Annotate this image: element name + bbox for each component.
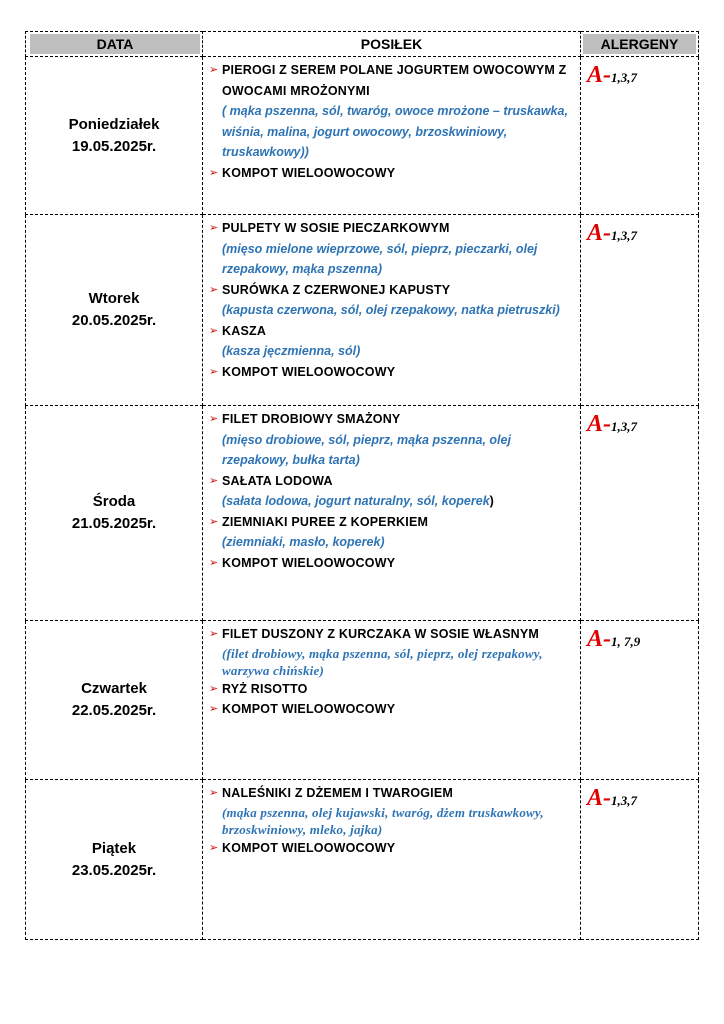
allergen-cell [581,57,699,215]
meal-cell [203,780,581,940]
day-row [26,215,699,406]
day-cell [26,57,203,215]
dish-item: ➢ KASZA [209,321,576,342]
arrow-bullet-icon: ➢ [209,63,219,76]
allergen-mark: A- [587,62,611,88]
day-cell [26,621,203,780]
dish-ingredients: (filet drobiowy, mąka pszenna, sól, pieprz, olej rzepakowy, warzywa chińskie) [222,645,543,678]
day-date: 20.05.2025r. [71,312,157,329]
allergen-codes: 1, 7,9 [611,634,641,649]
dish-item: ➢ KOMPOT WIELOOWOCOWY [209,699,576,720]
header-allergens: ALERGENY [581,32,699,57]
arrow-bullet-icon: ➢ [209,681,219,695]
day-name: Wtorek [88,290,140,307]
day-name: Poniedziałek [68,115,160,133]
allergen-cell [581,621,699,780]
day-cell [26,780,203,940]
dish-ingredients: (kasza jęczmienna, sól) [222,344,361,358]
day-cell [26,215,203,406]
dish-item: ➢ KOMPOT WIELOOWOCOWY [209,163,576,184]
allergen-cell [581,406,699,621]
day-row [26,57,699,215]
allergen-mark: A- [587,626,611,652]
dish-item: ➢ NALEŚNIKI Z DŻEMEM I TWAROGIEM [209,783,576,804]
meal-cell [203,215,581,406]
arrow-bullet-icon: ➢ [209,282,219,296]
allergen-mark: A- [587,220,611,246]
day-name: Piątek [91,839,137,857]
allergen-mark: A- [587,411,611,437]
allergen-cell [581,215,699,406]
dish-item: ➢ ZIEMNIAKI PUREE Z KOPERKIEM [209,512,576,533]
dish-item: ➢ PULPETY W SOSIE PIECZARKOWYM [209,218,576,239]
meal-cell [203,621,581,780]
meal-cell [203,57,581,215]
dish-item: ➢ PIEROGI Z SEREM POLANE JOGURTEM OWOCOWYM Z OWOCAMI MROŻONYMI [209,60,576,101]
dish-item: ➢ KOMPOT WIELOOWOCOWY [209,838,576,859]
allergen-codes: 1,3,7 [611,228,637,243]
arrow-bullet-icon: ➢ [209,702,219,715]
day-row [26,780,699,940]
arrow-bullet-icon: ➢ [209,165,219,179]
day-date: 19.05.2025r. [71,137,157,155]
meal-cell [203,406,581,621]
arrow-bullet-icon: ➢ [209,514,219,528]
dish-ingredients: (sałata lodowa, jogurt naturalny, sól, koperek) [222,494,494,508]
allergen-codes: 1,3,7 [611,70,637,85]
dish-ingredients: (ziemniaki, masło, koperek) [222,535,385,549]
dish-ingredients: ( mąka pszenna, sól, twaróg, owoce mrożone – truskawka, wiśnia, malina, jogurt owocowy, brzoskwiniowy, truskawkowy)) [222,104,568,159]
allergen-codes: 1,3,7 [611,793,637,808]
arrow-bullet-icon: ➢ [209,412,219,425]
dish-ingredients: (kapusta czerwona, sól, olej rzepakowy, natka pietruszki) [222,303,560,317]
day-row [26,406,699,621]
arrow-bullet-icon: ➢ [209,323,219,337]
arrow-bullet-icon: ➢ [209,221,219,234]
dish-item: ➢ SURÓWKA Z CZERWONEJ KAPUSTY [209,280,576,301]
dish-ingredients: (mięso drobiowe, sól, pieprz, mąka pszenna, olej rzepakowy, bułka tarta) [222,432,511,467]
arrow-bullet-icon: ➢ [209,473,219,487]
day-name: Środa [92,493,136,510]
allergen-codes: 1,3,7 [611,419,637,434]
arrow-bullet-icon: ➢ [209,627,219,640]
day-date: 21.05.2025r. [71,515,157,532]
arrow-bullet-icon: ➢ [209,786,219,799]
dish-item: ➢ FILET DROBIOWY SMAŻONY [209,409,576,430]
arrow-bullet-icon: ➢ [209,555,219,569]
dish-item: ➢ KOMPOT WIELOOWOCOWY [209,553,576,574]
dish-item: ➢ RYŻ RISOTTO [209,679,576,700]
day-date: 22.05.2025r. [71,702,157,719]
dish-ingredients: (mięso mielone wieprzowe, sól, pieprz, pieczarki, olej rzepakowy, mąka pszenna) [222,241,538,276]
dish-item: ➢ KOMPOT WIELOOWOCOWY [209,362,576,383]
day-cell [26,406,203,621]
menu-table [25,31,699,940]
arrow-bullet-icon: ➢ [209,840,219,854]
allergen-mark: A- [587,785,611,811]
dish-item: ➢ SAŁATA LODOWA [209,471,576,492]
dish-item: ➢ FILET DUSZONY Z KURCZAKA W SOSIE WŁASNYM [209,624,576,645]
day-name: Czwartek [81,680,147,697]
day-date: 23.05.2025r. [71,861,157,879]
header-row [26,32,699,57]
dish-ingredients: (mąka pszenna, olej kujawski, twaróg, dżem truskawkowy, brzoskwiniowy, mleko, jajka) [222,804,544,837]
day-row [26,621,699,780]
allergen-cell [581,780,699,940]
header-meal: POSIŁEK [203,32,581,57]
header-date: DATA [26,32,203,57]
arrow-bullet-icon: ➢ [209,364,219,378]
